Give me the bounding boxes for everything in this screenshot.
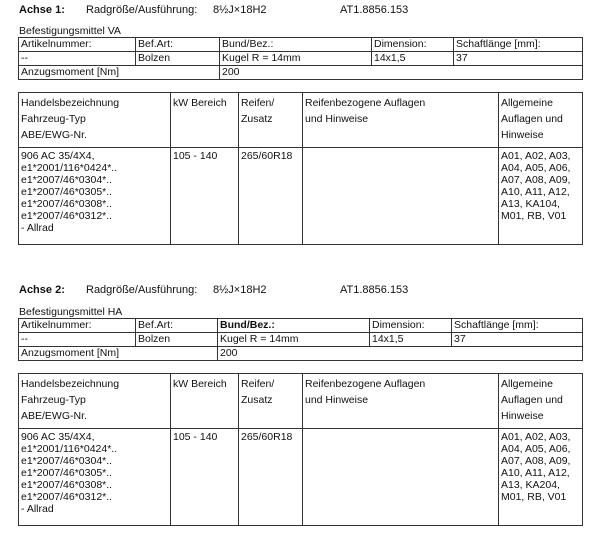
name-line: 906 AC 35/4X4, bbox=[21, 431, 95, 443]
axle-label: Achse 1: bbox=[19, 4, 65, 16]
article-value: -- bbox=[19, 333, 136, 347]
fastener-header-row bbox=[19, 319, 583, 333]
fastener-title: Befestigungsmittel VA bbox=[19, 25, 121, 37]
torque-value: 200 bbox=[218, 347, 583, 361]
header-line: Fahrzeug-Typ bbox=[21, 394, 86, 406]
axle-header bbox=[19, 284, 579, 298]
general-notes bbox=[499, 429, 583, 526]
tyre-size: 265/60R18 bbox=[239, 148, 303, 245]
col-tyre-notes bbox=[303, 374, 499, 429]
general-line: A10, A11, A12, bbox=[501, 467, 570, 479]
name-line: e1*2007/46*0312*.. bbox=[21, 491, 113, 503]
header-line: Reifenbezogene Auflagen bbox=[305, 378, 426, 390]
col-tyres bbox=[239, 374, 303, 429]
col-kw: kW Bereich bbox=[171, 374, 239, 429]
col-kw: kW Bereich bbox=[171, 93, 239, 148]
general-line: A10, A11, A12, bbox=[501, 186, 570, 198]
name-line: e1*2001/116*0424*.. bbox=[21, 162, 118, 174]
header-line: Hinweise bbox=[501, 129, 544, 141]
rim-label: Radgröße/Ausführung: bbox=[86, 4, 198, 16]
kw-range: 105 - 140 bbox=[171, 429, 239, 526]
torque-row bbox=[19, 66, 583, 80]
name-line: e1*2007/46*0308*.. bbox=[21, 198, 113, 210]
vehicle-table bbox=[18, 373, 583, 526]
fastener-table bbox=[18, 37, 583, 80]
tyre-notes bbox=[303, 429, 499, 526]
header-line: ABE/EWG-Nr. bbox=[21, 410, 87, 422]
name-line: - Allrad bbox=[21, 503, 54, 515]
col-dimension: Dimension: bbox=[370, 319, 452, 333]
general-line: A01, A02, A03, bbox=[501, 431, 571, 443]
fastener-value-row bbox=[19, 333, 583, 347]
general-line: A04, A05, A06, bbox=[501, 443, 571, 455]
header-line: Handelsbezeichnung bbox=[21, 97, 120, 109]
dimension-value: 14x1,5 bbox=[372, 52, 454, 66]
col-article: Artikelnummer: bbox=[19, 38, 136, 52]
col-vehicle-name bbox=[19, 374, 171, 429]
general-line: A07, A08, A09, bbox=[501, 455, 571, 467]
fastener-title: Befestigungsmittel HA bbox=[19, 306, 123, 318]
kw-range: 105 - 140 bbox=[171, 148, 239, 245]
header-line: ABE/EWG-Nr. bbox=[21, 129, 87, 141]
axle-label: Achse 2: bbox=[19, 284, 65, 296]
header-line: Reifenbezogene Auflagen bbox=[305, 97, 426, 109]
vehicle-table bbox=[18, 92, 583, 245]
fastener-header-row bbox=[19, 38, 583, 52]
col-collar: Bund/Bez.: bbox=[218, 319, 370, 333]
vehicle-data-row bbox=[19, 148, 583, 245]
axle-header bbox=[19, 4, 579, 18]
tyre-notes bbox=[303, 148, 499, 245]
general-line: M01, RB, V01 bbox=[501, 491, 567, 503]
torque-value: 200 bbox=[220, 66, 583, 80]
name-line: e1*2007/46*0304*.. bbox=[21, 455, 113, 467]
col-tyres bbox=[239, 93, 303, 148]
col-shaft: Schaftlänge [mm]: bbox=[452, 319, 583, 333]
header-line: und Hinweise bbox=[305, 394, 369, 406]
type-value: Bolzen bbox=[136, 52, 220, 66]
col-type: Bef.Art: bbox=[136, 38, 220, 52]
header-line: Allgemeine bbox=[501, 378, 553, 390]
name-line: e1*2007/46*0305*.. bbox=[21, 186, 113, 198]
header-line: Zusatz bbox=[241, 113, 273, 125]
general-line: M01, RB, V01 bbox=[501, 210, 567, 222]
header-line: Reifen/ bbox=[241, 97, 275, 109]
name-line: - Allrad bbox=[21, 222, 54, 234]
torque-label: Anzugsmoment [Nm] bbox=[19, 347, 218, 361]
header-line: Auflagen und bbox=[501, 113, 563, 125]
vehicle-data-row bbox=[19, 429, 583, 526]
general-line: A13, KA204, bbox=[501, 479, 560, 491]
name-line: e1*2007/46*0305*.. bbox=[21, 467, 113, 479]
vehicle-header-row bbox=[19, 374, 583, 429]
vehicle-name bbox=[19, 148, 171, 245]
col-vehicle-name bbox=[19, 93, 171, 148]
col-type: Bef.Art: bbox=[136, 319, 218, 333]
header-line: Hinweise bbox=[501, 410, 544, 422]
torque-label: Anzugsmoment [Nm] bbox=[19, 66, 220, 80]
rim-label: Radgröße/Ausführung: bbox=[86, 284, 198, 296]
tyre-size: 265/60R18 bbox=[239, 429, 303, 526]
name-line: e1*2007/46*0308*.. bbox=[21, 479, 113, 491]
header-line: und Hinweise bbox=[305, 113, 369, 125]
name-line: 906 AC 35/4X4, bbox=[21, 150, 95, 162]
approval-number: AT1.8856.153 bbox=[340, 284, 409, 296]
general-line: A13, KA104, bbox=[501, 198, 560, 210]
collar-value: Kugel R = 14mm bbox=[220, 52, 372, 66]
col-article: Artikelnummer: bbox=[19, 319, 136, 333]
col-general bbox=[499, 374, 583, 429]
header-line: Fahrzeug-Typ bbox=[21, 113, 86, 125]
col-collar: Bund/Bez.: bbox=[220, 38, 372, 52]
header-line: Zusatz bbox=[241, 394, 273, 406]
header-line: Handelsbezeichnung bbox=[21, 378, 120, 390]
shaft-value: 37 bbox=[454, 52, 583, 66]
name-line: e1*2001/116*0424*.. bbox=[21, 443, 118, 455]
col-tyre-notes bbox=[303, 93, 499, 148]
shaft-value: 37 bbox=[452, 333, 583, 347]
col-shaft: Schaftlänge [mm]: bbox=[454, 38, 583, 52]
rim-size: 8½J×18H2 bbox=[213, 284, 267, 296]
name-line: e1*2007/46*0312*.. bbox=[21, 210, 113, 222]
header-line: Auflagen und bbox=[501, 394, 563, 406]
general-line: A04, A05, A06, bbox=[501, 162, 571, 174]
vehicle-name bbox=[19, 429, 171, 526]
vehicle-header-row bbox=[19, 93, 583, 148]
general-notes bbox=[499, 148, 583, 245]
general-line: A07, A08, A09, bbox=[501, 174, 571, 186]
fastener-table bbox=[18, 318, 583, 361]
type-value: Bolzen bbox=[136, 333, 218, 347]
rim-size: 8½J×18H2 bbox=[213, 4, 267, 16]
article-value: -- bbox=[19, 52, 136, 66]
dimension-value: 14x1,5 bbox=[370, 333, 452, 347]
torque-row bbox=[19, 347, 583, 361]
approval-number: AT1.8856.153 bbox=[340, 4, 409, 16]
col-dimension: Dimension: bbox=[372, 38, 454, 52]
name-line: e1*2007/46*0304*.. bbox=[21, 174, 113, 186]
general-line: A01, A02, A03, bbox=[501, 150, 571, 162]
header-line: Reifen/ bbox=[241, 378, 275, 390]
header-line: Allgemeine bbox=[501, 97, 553, 109]
collar-value: Kugel R = 14mm bbox=[218, 333, 370, 347]
fastener-value-row bbox=[19, 52, 583, 66]
col-general bbox=[499, 93, 583, 148]
